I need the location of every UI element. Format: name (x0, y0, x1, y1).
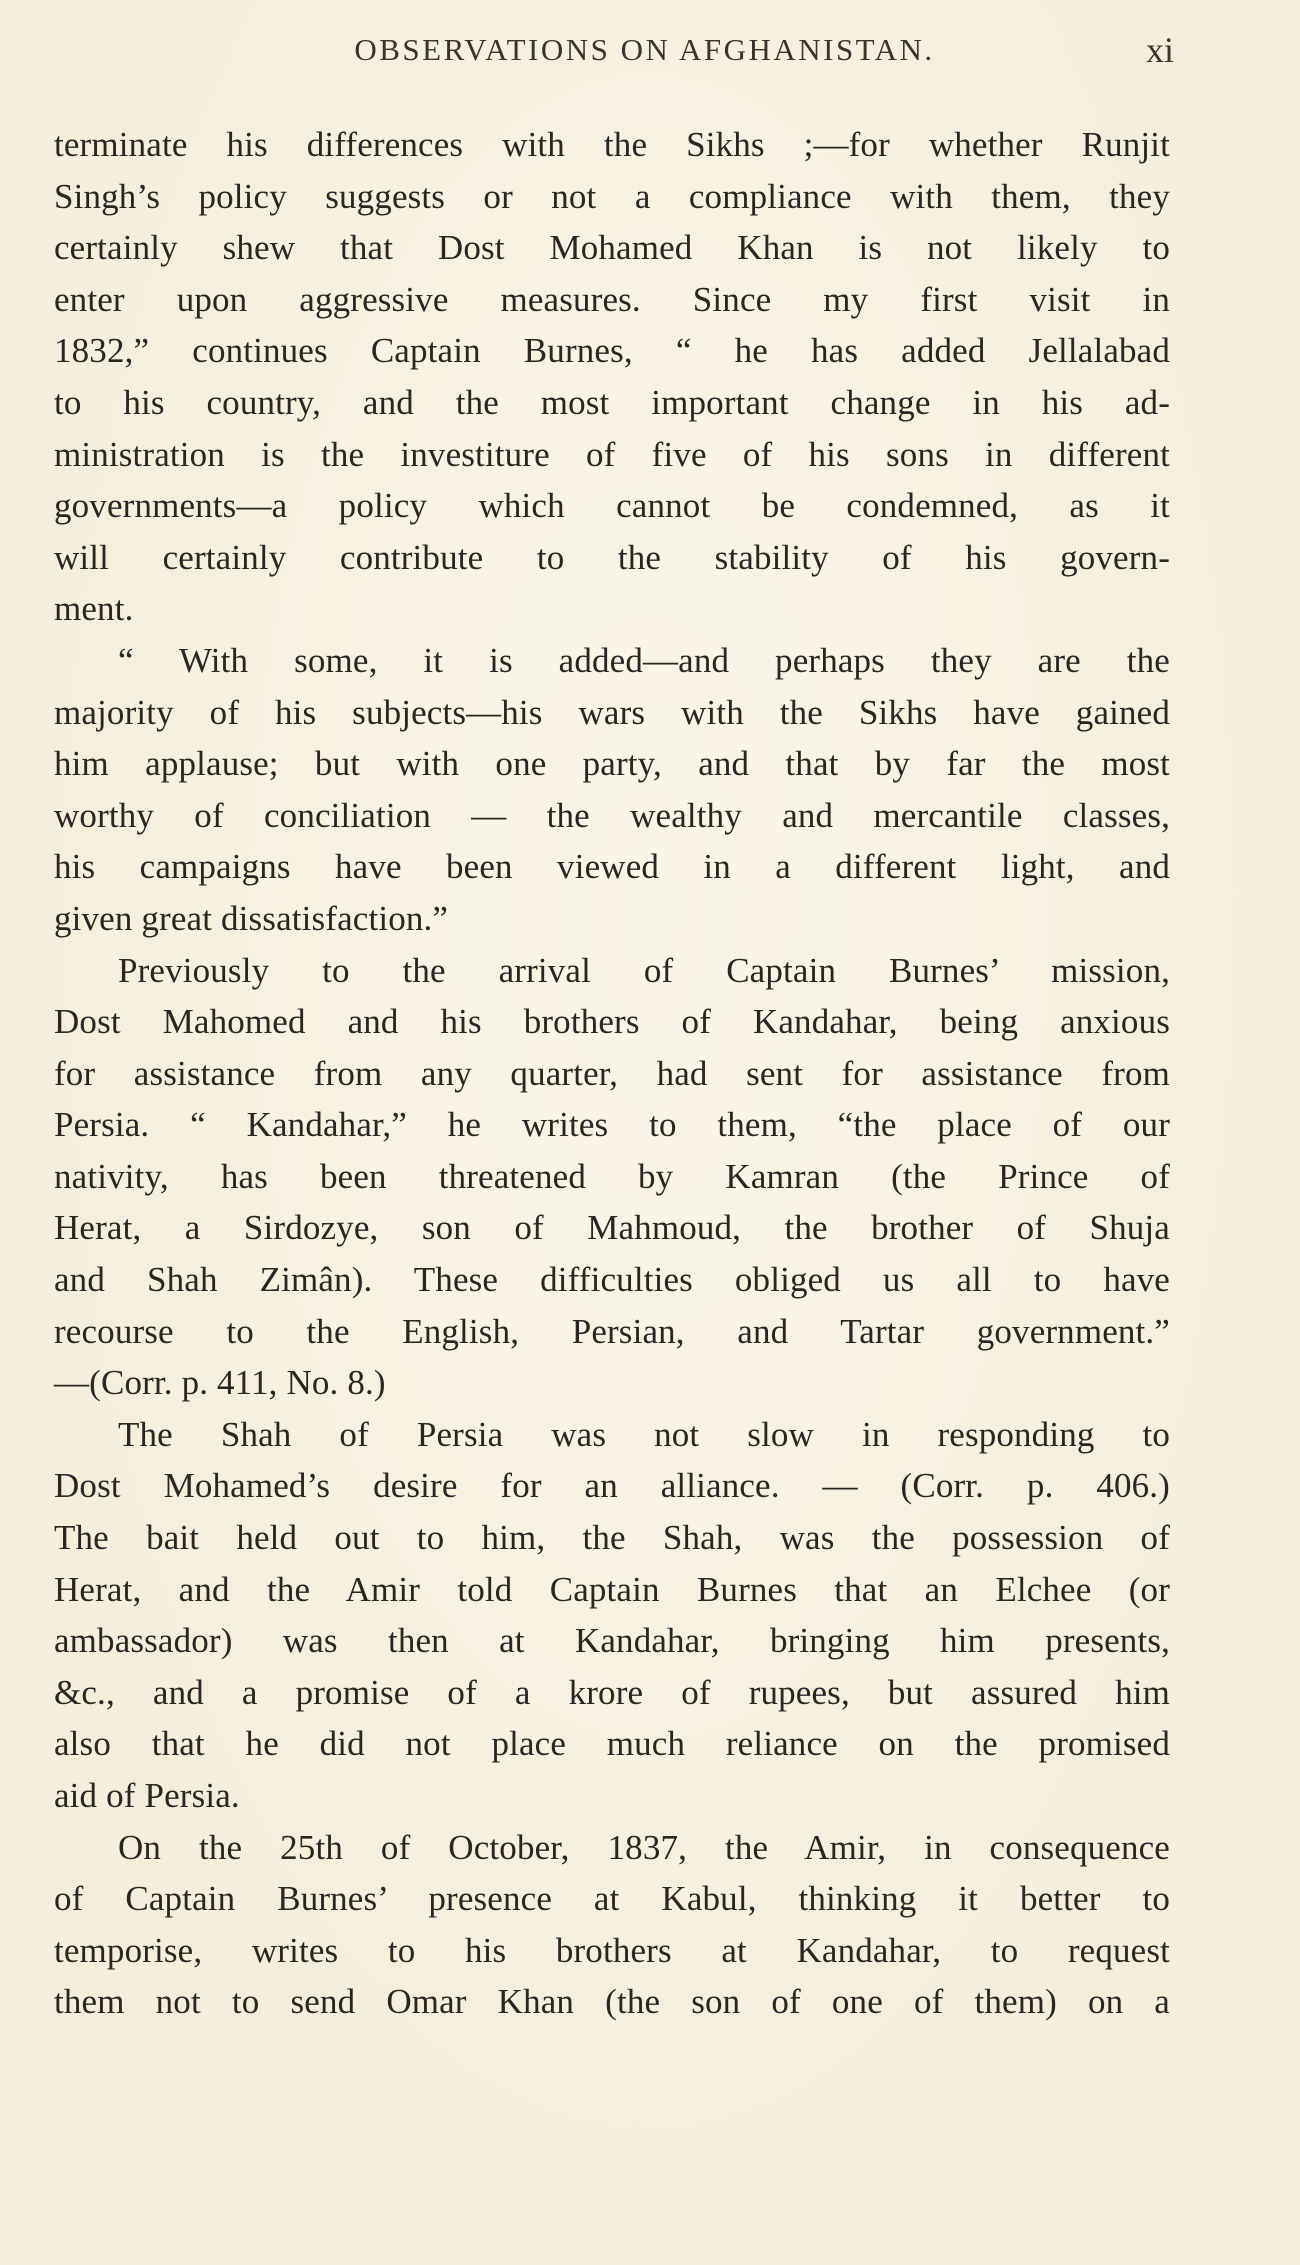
text-line: temporise, writes to his brothers at Kandahar, to request (54, 1930, 1170, 1970)
text-line: majority of his subjects—his wars with the Sikhs have gained (54, 692, 1170, 732)
text-line: Dost Mohamed’s desire for an alliance. — (Corr. p. 406.) (54, 1466, 1170, 1506)
text-line: certainly shew that Dost Mohamed Khan is not likely to (54, 228, 1170, 268)
text-line: Herat, a Sirdozye, son of Mahmoud, the brother of Shuja (54, 1208, 1170, 1248)
text-line: and Shah Zimân). These difficulties obliged us all to have (54, 1260, 1170, 1300)
text-line: governments—a policy which cannot be condemned, as it (54, 486, 1170, 526)
text-line: ambassador) was then at Kandahar, bringing him presents, (54, 1621, 1170, 1661)
text-line: Previously to the arrival of Captain Burnes’ mission, (118, 950, 1170, 990)
text-line: him applause; but with one party, and that by far the most (54, 744, 1170, 784)
text-line: also that he did not place much reliance on the promised (54, 1724, 1170, 1764)
text-line: Persia. “ Kandahar,” he writes to them, “the place of our (54, 1105, 1170, 1145)
page-number: xi (1145, 30, 1174, 70)
body-text (54, 119, 1170, 2028)
text-line: aid of Persia. (54, 1776, 240, 1815)
text-line: them not to send Omar Khan (the son of one of them) on a (54, 1982, 1170, 2022)
text-line: enter upon aggressive measures. Since my first visit in (54, 279, 1170, 319)
running-title: OBSERVATIONS ON AFGHANISTAN. (354, 32, 935, 67)
text-line: Dost Mahomed and his brothers of Kandahar, being anxious (54, 1002, 1170, 1042)
text-line: “ With some, it is added—and perhaps they are the (118, 640, 1170, 680)
text-line: terminate his differences with the Sikhs ;—for whether Runjit (54, 125, 1170, 164)
text-line: The bait held out to him, the Shah, was the possession of (54, 1518, 1170, 1558)
text-line: nativity, has been threatened by Kamran (the Prince of (54, 1156, 1170, 1196)
text-line: recourse to the English, Persian, and Tartar government.” (54, 1311, 1170, 1351)
text-line: will certainly contribute to the stability of his govern- (54, 537, 1170, 577)
text-line: worthy of conciliation — the wealthy and mercantile classes, (54, 795, 1170, 835)
text-line: —(Corr. p. 411, No. 8.) (54, 1363, 386, 1403)
text-line: his campaigns have been viewed in a different light, and (54, 847, 1170, 887)
text-line: given great dissatisfaction.” (54, 898, 449, 938)
text-line: The Shah of Persia was not slow in responding to (118, 1414, 1170, 1454)
text-line: On the 25th of October, 1837, the Amir, in consequence (118, 1827, 1170, 1867)
text-line: for assistance from any quarter, had sent for assistance from (54, 1053, 1170, 1093)
running-head (55, 26, 1174, 74)
text-line: of Captain Burnes’ presence at Kabul, thinking it better to (54, 1879, 1170, 1919)
text-line: Singh’s policy suggests or not a compliance with them, they (54, 176, 1170, 216)
text-line: Herat, and the Amir told Captain Burnes that an Elchee (or (54, 1569, 1170, 1609)
text-line: 1832,” continues Captain Burnes, “ he has added Jellalabad (54, 331, 1170, 371)
text-line: to his country, and the most important change in his ad- (54, 382, 1170, 422)
text-line: ment. (54, 589, 134, 629)
text-line: ministration is the investiture of five of his sons in different (54, 434, 1170, 474)
text-line: &c., and a promise of a krore of rupees, but assured him (54, 1672, 1170, 1712)
